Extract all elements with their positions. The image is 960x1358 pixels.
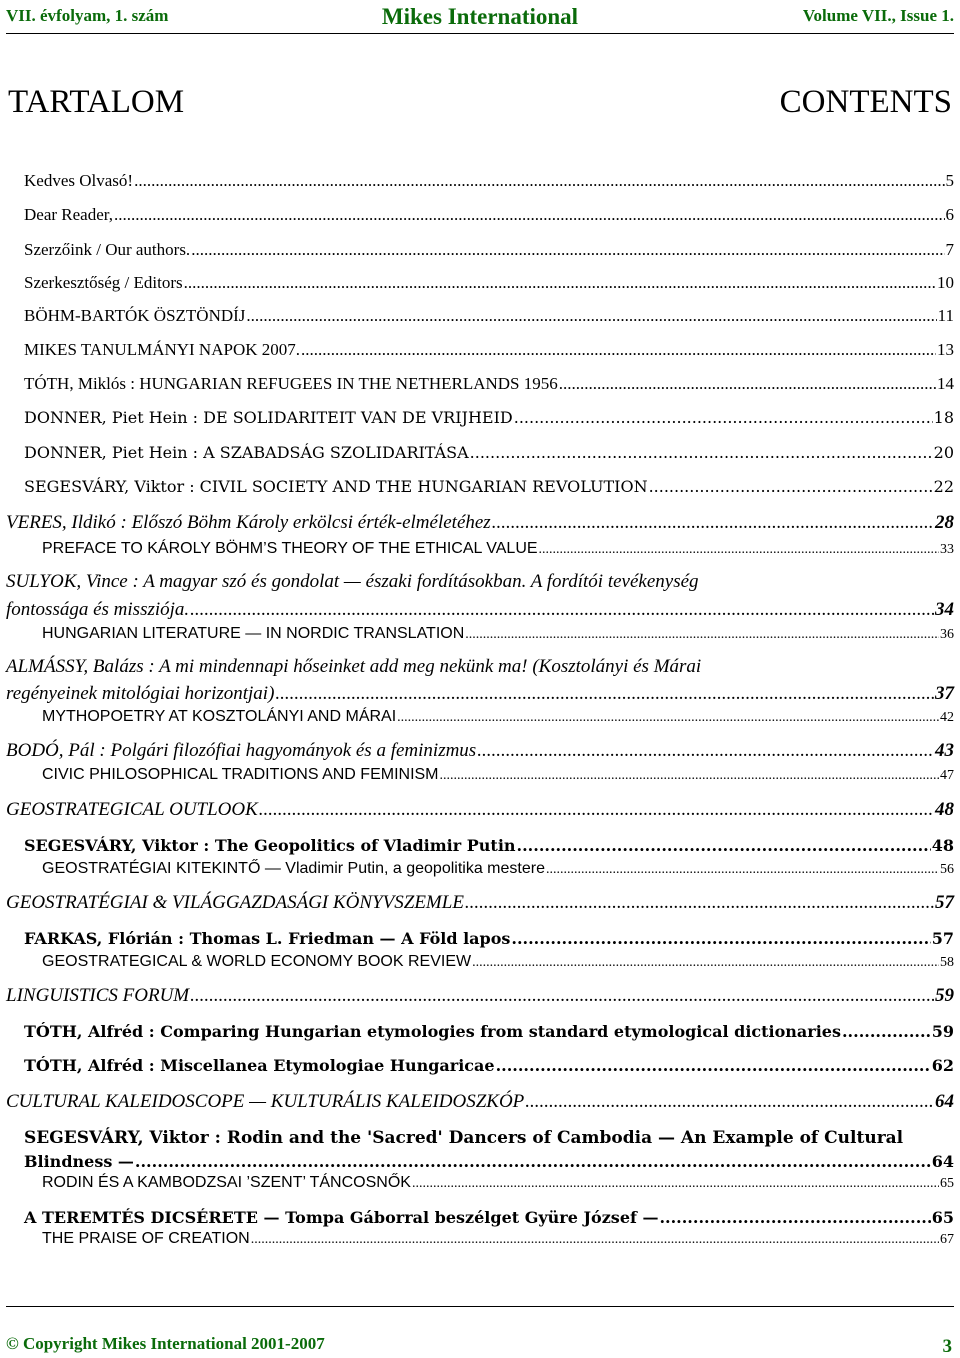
toc-entry-section[interactable]: fontossága és missziója. ..... 34 [6,599,954,621]
toc-entry-translation[interactable]: RODIN ÉS A KAMBODZSAI ’SZENT’ TÁNCOSNŐK ..... 65 [42,1174,954,1192]
toc-entry-section[interactable]: VERES, Ildikó : Előszó Böhm Károly erkölcsi érték-elméletéhez ..... 28 [6,512,954,534]
toc-entry-translation[interactable]: GEOSTRATÉGIAI KITEKINTŐ — Vladimir Putin, a geopolitika mestere ..... 56 [42,860,954,878]
footer-rule [6,1306,954,1307]
toc-entry-line1[interactable]: SULYOK, Vince : A magyar szó és gondolat — északi fordításokban. A fordítói tevékenység [6,571,699,592]
copyright: © Copyright Mikes International 2001-2007 [6,1334,325,1353]
toc-entry[interactable]: Blindness — ..... 64 [24,1152,954,1171]
toc-entry[interactable]: Szerkesztőség / Editors ..... 10 [24,273,954,293]
toc-entry[interactable]: MIKES TANULMÁNYI NAPOK 2007. ..... 13 [24,340,954,360]
toc-entry-translation[interactable]: THE PRAISE OF CREATION ..... 67 [42,1230,954,1248]
toc-entry-translation[interactable]: MYTHOPOETRY AT KOSZTOLÁNYI AND MÁRAI ..... 42 [42,708,954,726]
toc-entry-translation[interactable]: CIVIC PHILOSOPHICAL TRADITIONS AND FEMINISM ..... 47 [42,766,954,784]
toc-entry[interactable]: DONNER, Piet Hein : A SZABADSÁG SZOLIDARITÁSA ..... 20 [24,443,954,462]
toc-section-heading[interactable]: GEOSTRATEGICAL OUTLOOK ..... 48 [6,799,954,821]
toc-entry[interactable]: SEGESVÁRY, Viktor : CIVIL SOCIETY AND THE HUNGARIAN REVOLUTION ..... 22 [24,477,954,496]
toc-entry[interactable]: A TEREMTÉS DICSÉRETE — Tompa Gáborral beszélget Gyüre József — ..... 65 [24,1208,954,1227]
page-number: 3 [942,1336,952,1357]
toc-section-heading[interactable]: LINGUISTICS FORUM ..... 59 [6,985,954,1007]
toc-entry-section[interactable]: BODÓ, Pál : Polgári filozófiai hagyományok és a feminizmus ..... 43 [6,740,954,762]
toc-entry-translation[interactable]: GEOSTRATEGICAL & WORLD ECONOMY BOOK REVIEW ..... 58 [42,953,954,971]
volume-en: Volume VII., Issue 1. [802,6,954,25]
toc-entry[interactable]: TÓTH, Alfréd : Comparing Hungarian etymologies from standard etymological dictionaries ..... 59 [24,1022,954,1041]
toc-section-heading[interactable]: CULTURAL KALEIDOSCOPE — KULTURÁLIS KALEIDOSZKÓP ..... 64 [6,1091,954,1113]
toc-entry-line1[interactable]: ALMÁSSY, Balázs : A mi mindennapi hőseinket add meg nekünk ma! (Kosztolányi és Márai [6,656,702,677]
toc-entry[interactable]: FARKAS, Flórián : Thomas L. Friedman — A Föld lapos ..... 57 [24,929,954,948]
toc-entry[interactable]: DONNER, Piet Hein : DE SOLIDARITEIT VAN DE VRIJHEID ..... 18 [24,408,954,427]
toc-entry[interactable]: BÖHM-BARTÓK ÖSZTÖNDÍJ ..... 11 [24,306,954,326]
journal-title: Mikes International [381,4,579,29]
toc-entry-line1[interactable]: SEGESVÁRY, Viktor : Rodin and the 'Sacred' Dancers of Cambodia — An Example of Cultural [24,1128,904,1148]
toc-entry[interactable]: Dear Reader, ..... 6 [24,205,954,225]
toc-entry-section[interactable]: regényeinek mitológiai horizontjai) ..... 37 [6,683,954,705]
toc-entry[interactable]: Szerzőink / Our authors. ..... 7 [24,240,954,260]
toc-entry-translation[interactable]: HUNGARIAN LITERATURE — IN NORDIC TRANSLATION ..... 36 [42,625,954,643]
toc-section-heading[interactable]: GEOSTRATÉGIAI & VILÁGGAZDASÁGI KÖNYVSZEMLE ..... 57 [6,892,954,914]
page-title-hu: TARTALOM [8,84,185,120]
toc-entry[interactable]: SEGESVÁRY, Viktor : The Geopolitics of Vladimir Putin ..... 48 [24,836,954,855]
toc-entry[interactable]: TÓTH, Alfréd : Miscellanea Etymologiae Hungaricae ..... 62 [24,1056,954,1075]
page-title-en: CONTENTS [779,84,952,120]
toc-entry[interactable]: TÓTH, Miklós : HUNGARIAN REFUGEES IN THE NETHERLANDS 1956 ..... 14 [24,374,954,394]
volume-hu: VII. évfolyam, 1. szám [6,6,169,25]
toc-entry[interactable]: Kedves Olvasó! ..... 5 [24,171,954,191]
toc-entry-translation[interactable]: PREFACE TO KÁROLY BÖHM’S THEORY OF THE ETHICAL VALUE ..... 33 [42,540,954,558]
